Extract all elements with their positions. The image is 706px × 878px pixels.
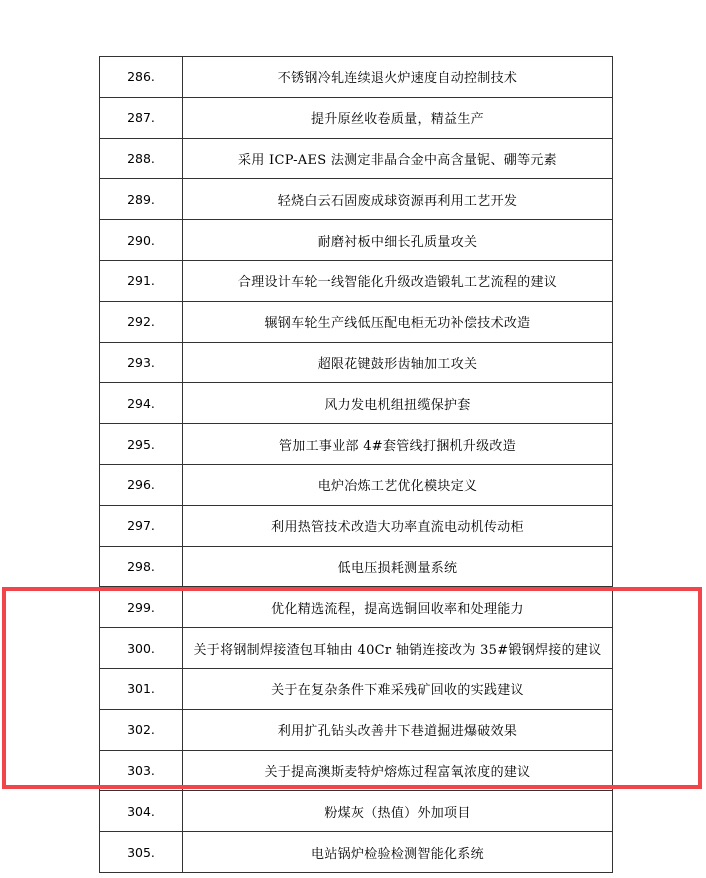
row-title: 关于将钢制焊接渣包耳轴由 40Cr 轴销连接改为 35#锻钢焊接的建议	[183, 628, 613, 669]
row-title: 超限花键鼓形齿轴加工攻关	[183, 342, 613, 383]
row-title: 关于在复杂条件下难采残矿回收的实践建议	[183, 668, 613, 709]
table-row	[100, 628, 613, 669]
row-title: 低电压损耗测量系统	[183, 546, 613, 587]
row-number: 304.	[100, 791, 183, 832]
table-row	[100, 587, 613, 628]
row-title: 关于提高澳斯麦特炉熔炼过程富氧浓度的建议	[183, 750, 613, 791]
table-row	[100, 668, 613, 709]
row-title: 利用扩孔钻头改善井下巷道掘进爆破效果	[183, 709, 613, 750]
row-number: 290.	[100, 220, 183, 261]
row-number: 296.	[100, 464, 183, 505]
table-row	[100, 832, 613, 873]
row-title: 风力发电机组扭缆保护套	[183, 383, 613, 424]
row-title: 优化精选流程，提高选铜回收率和处理能力	[183, 587, 613, 628]
table-row	[100, 97, 613, 138]
table-row	[100, 464, 613, 505]
row-number: 294.	[100, 383, 183, 424]
project-table-body	[100, 57, 613, 873]
row-title: 提升原丝收卷质量，精益生产	[183, 97, 613, 138]
row-title: 粉煤灰（热值）外加项目	[183, 791, 613, 832]
table-row	[100, 179, 613, 220]
row-number: 289.	[100, 179, 183, 220]
row-number: 288.	[100, 138, 183, 179]
table-row	[100, 220, 613, 261]
row-title: 辗钢车轮生产线低压配电柜无功补偿技术改造	[183, 301, 613, 342]
row-title: 合理设计车轮一线智能化升级改造锻轧工艺流程的建议	[183, 260, 613, 301]
table-row	[100, 505, 613, 546]
table-row	[100, 546, 613, 587]
table-row	[100, 342, 613, 383]
row-number: 302.	[100, 709, 183, 750]
row-number: 297.	[100, 505, 183, 546]
table-row	[100, 791, 613, 832]
table-row	[100, 424, 613, 465]
row-title: 采用 ICP-AES 法测定非晶合金中高含量铌、硼等元素	[183, 138, 613, 179]
row-title: 电炉冶炼工艺优化模块定义	[183, 464, 613, 505]
project-table	[99, 56, 613, 873]
row-title: 不锈钢冷轧连续退火炉速度自动控制技术	[183, 57, 613, 98]
row-title: 管加工事业部 4#套管线打捆机升级改造	[183, 424, 613, 465]
table-row	[100, 383, 613, 424]
table-row	[100, 750, 613, 791]
row-number: 298.	[100, 546, 183, 587]
table-row	[100, 57, 613, 98]
row-number: 287.	[100, 97, 183, 138]
table-row	[100, 260, 613, 301]
row-title: 耐磨衬板中细长孔质量攻关	[183, 220, 613, 261]
row-number: 291.	[100, 260, 183, 301]
row-number: 293.	[100, 342, 183, 383]
row-title: 利用热管技术改造大功率直流电动机传动柜	[183, 505, 613, 546]
row-number: 286.	[100, 57, 183, 98]
row-number: 292.	[100, 301, 183, 342]
table-row	[100, 709, 613, 750]
project-table-container	[99, 56, 613, 873]
row-number: 300.	[100, 628, 183, 669]
row-number: 299.	[100, 587, 183, 628]
table-row	[100, 138, 613, 179]
row-number: 301.	[100, 668, 183, 709]
row-title: 电站锅炉检验检测智能化系统	[183, 832, 613, 873]
table-row	[100, 301, 613, 342]
row-number: 295.	[100, 424, 183, 465]
row-title: 轻烧白云石固废成球资源再利用工艺开发	[183, 179, 613, 220]
row-number: 303.	[100, 750, 183, 791]
row-number: 305.	[100, 832, 183, 873]
